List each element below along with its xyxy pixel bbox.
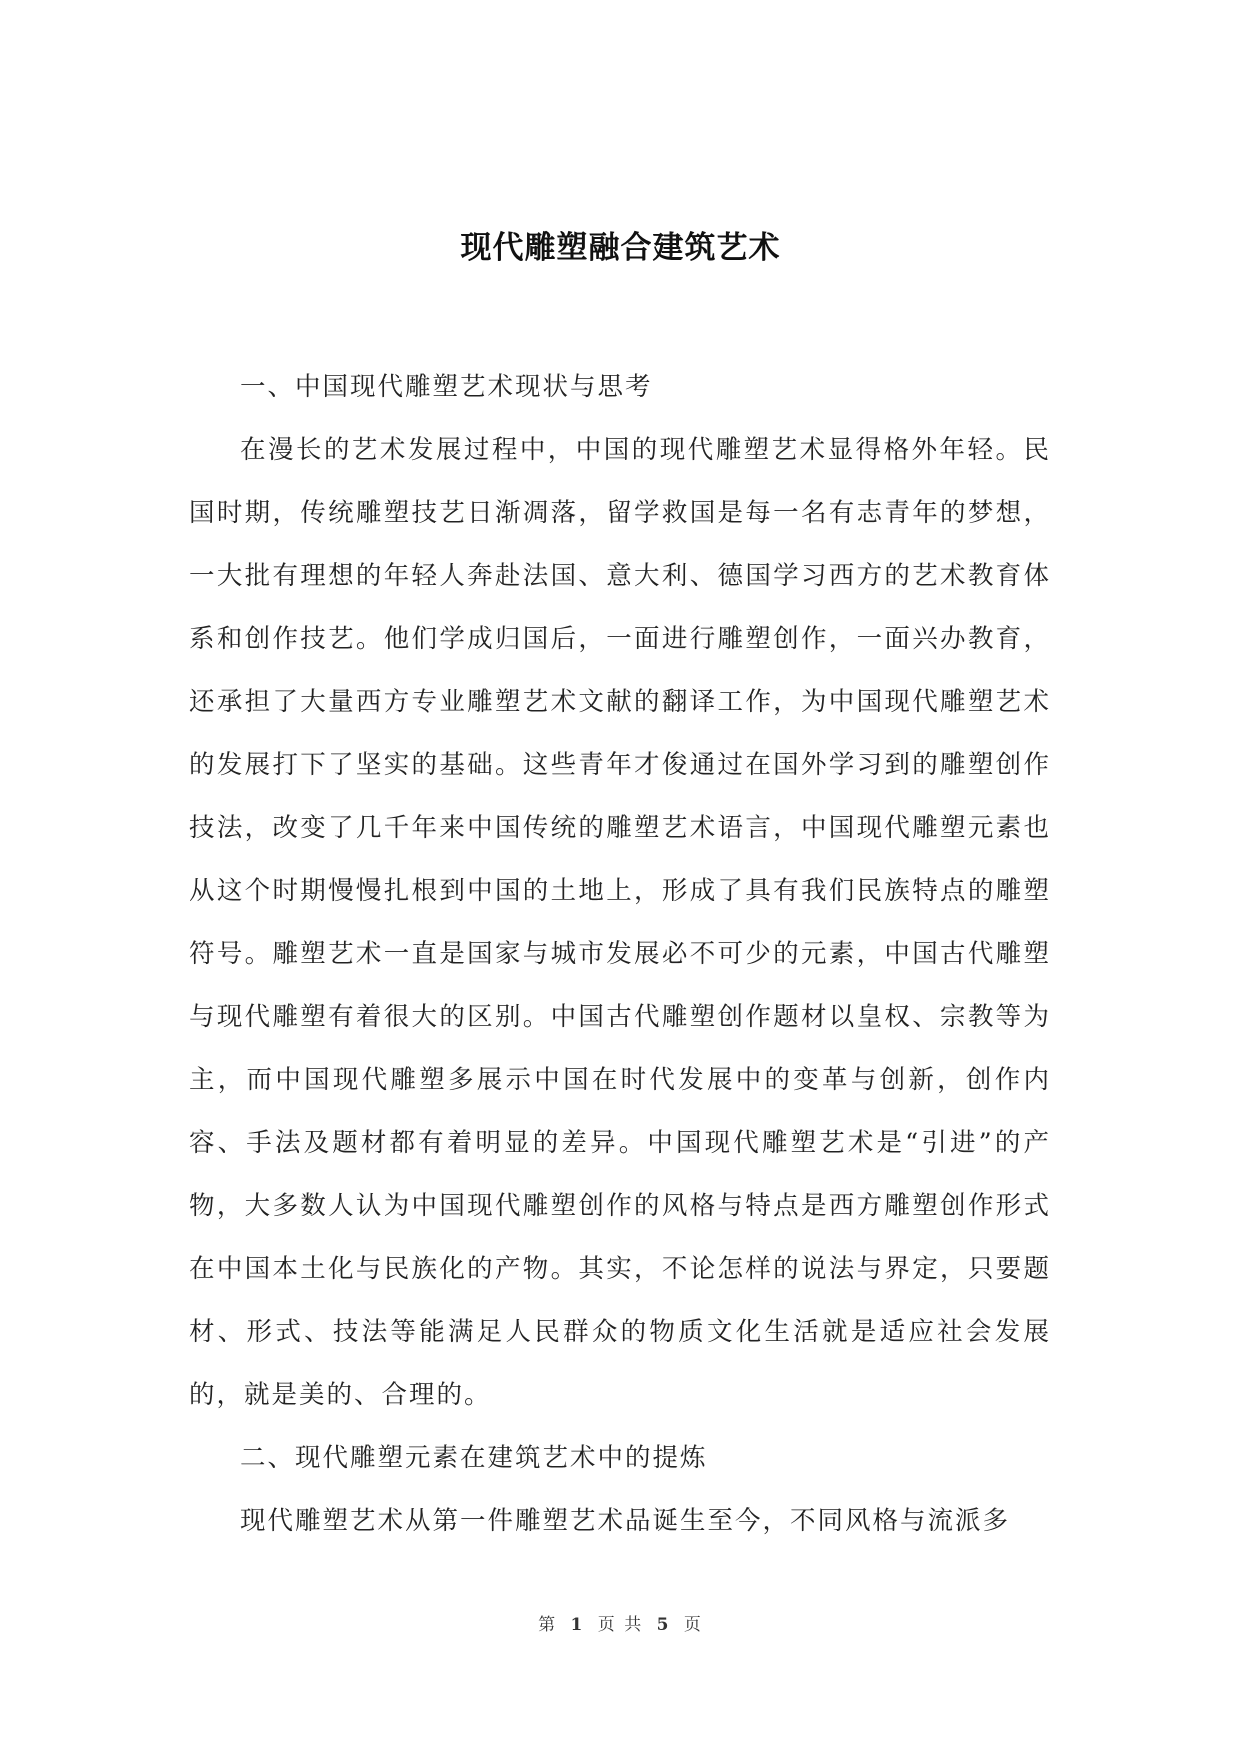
current-page-number: 1	[570, 1615, 585, 1635]
section-heading-1: 一、中国现代雕塑艺术现状与思考	[240, 372, 653, 402]
page-number-footer	[0, 1610, 1241, 1635]
body-paragraph-1: 在漫长的艺术发展过程中，中国的现代雕塑艺术显得格外年轻。民国时期，传统雕塑技艺日渐凋落，留学救国是每一名有志青年的梦想，一大批有理想的年轻人奔赴法国、意大利、德国学习西方的艺术教育体系和创作技艺。他们学成归国后，一面进行雕塑创作，一面兴办教育，还承担了大量西方专业雕塑艺术文献的翻译工作，为中国现代雕塑艺术的发展打下了坚实的基础。这些青年才俊通过在国外学习到的雕塑创作技法，改变了几千年来中国传统的雕塑艺术语言，中国现代雕塑元素也从这个时期慢慢扎根到中国的土地上，形成了具有我们民族特点的雕塑符号。雕塑艺术一直是国家与城市发展必不可少的元素，中国古代雕塑与现代雕塑有着很大的区别。中国古代雕塑创作题材以皇权、宗教等为主，而中国现代雕塑多展示中国在时代发展中的变革与创新，创作内容、手法及题材都有着明显的差异。中国现代雕塑艺术是“引进”的产物，大多数人认为中国现代雕塑创作的风格与特点是西方雕塑创作形式在中国本土化与民族化的产物。其实，不论怎样的说法与界定，只要题材、形式、技法等能满足人民群众的物质文化生活就是适应社会发展的，就是美的、合理的。	[189, 435, 1051, 1410]
section-heading-2: 二、现代雕塑元素在建筑艺术中的提炼	[240, 1443, 708, 1473]
footer-middle: 页 共	[597, 1615, 644, 1635]
body-paragraph-2: 现代雕塑艺术从第一件雕塑艺术品诞生至今，不同风格与流派多	[240, 1506, 1011, 1536]
document-body	[189, 356, 1051, 1553]
total-page-count: 5	[656, 1615, 671, 1635]
document-title: 现代雕塑融合建筑艺术	[460, 230, 781, 266]
footer-suffix: 页	[683, 1615, 703, 1635]
footer-prefix: 第	[538, 1615, 558, 1635]
